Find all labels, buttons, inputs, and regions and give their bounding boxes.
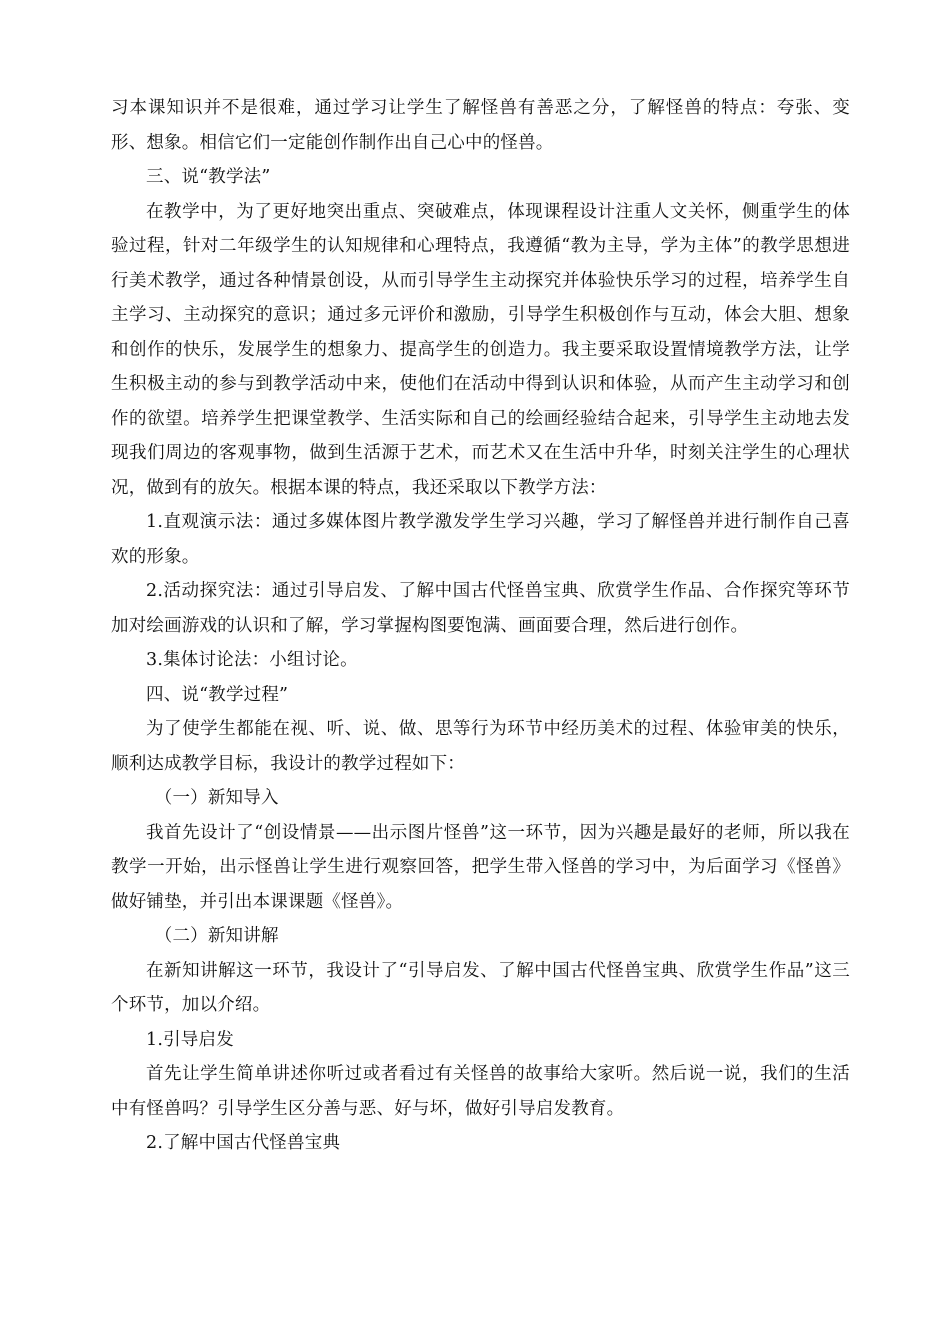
subheading-new-knowledge-intro: （一）新知导入 xyxy=(154,788,279,808)
method-item-2: 2.活动探究法：通过引导启发、了解中国古代怪兽宝典、欣赏学生作品、合作探究等环节加对绘画游戏的认识和了解，学习掌握构图要饱满、画面要合理，然后进行创作。 xyxy=(111,581,850,636)
paragraph-new-knowledge-intro: 我首先设计了“创设情景——出示图片怪兽”这一环节，因为兴趣是最好的老师，所以我在教学一开始，出示怪兽让学生进行观察回答，把学生带入怪兽的学习中，为后面学习《怪兽》做好铺垫，并引出本课课题《怪兽》。 xyxy=(111,822,850,912)
paragraph-new-knowledge-explain: 在新知讲解这一环节，我设计了“引导启发、了解中国古代怪兽宝典、欣赏学生作品”这三个环节，加以介绍。 xyxy=(111,960,850,1015)
method-item-1: 1.直观演示法：通过多媒体图片教学激发学生学习兴趣，学习了解怪兽并进行制作自己喜欢的形象。 xyxy=(111,512,850,567)
method-item-3: 3.集体讨论法：小组讨论。 xyxy=(146,650,358,670)
section-heading-teaching-process: 四、说“教学过程” xyxy=(146,684,289,705)
continued-paragraph: 习本课知识并不是很难，通过学习让学生了解怪兽有善恶之分，了解怪兽的特点：夸张、变形、想象。相信它们一定能创作制作出自己心中的怪兽。 xyxy=(111,98,850,153)
item-heading-guidance: 1.引导启发 xyxy=(146,1029,234,1050)
paragraph-guidance: 首先让学生简单讲述你听过或者看过有关怪兽的故事给大家听。然后说一说，我们的生活中有怪兽吗？引导学生区分善与恶、好与坏，做好引导启发教育。 xyxy=(111,1064,850,1119)
subheading-new-knowledge-explain: （二）新知讲解 xyxy=(154,926,279,946)
paragraph-teaching-method: 在教学中，为了更好地突出重点、突破难点，体现课程设计注重人文关怀，侧重学生的体验过程，针对二年级学生的认知规律和心理特点，我遵循“教为主导，学为主体”的教学思想进行美术教学，通过各种情景创设，从而引导学生主动探究并体验快乐学习的过程，培养学生自主学习、主动探究的意识；通过多元评价和激励，引导学生积极创作与互动，体会大胆、想象和创作的快乐，发展学生的想象力、提高学生的创造力。我主要采取设置情境教学方法，让学生积极主动的参与到教学活动中来，使他们在活动中得到认识和体验，从而产生主动学习和创作的欲望。培养学生把课堂教学、生活实际和自己的绘画经验结合起来，引导学生主动地去发现我们周边的客观事物，做到生活源于艺术，而艺术又在生活中升华，时刻关注学生的心理状况，做到有的放矢。根据本课的特点，我还采取以下教学方法： xyxy=(111,201,850,498)
document-page xyxy=(111,91,850,1161)
paragraph-process-intro: 为了使学生都能在视、听、说、做、思等行为环节中经历美术的过程、体验审美的快乐，顺利达成教学目标，我设计的教学过程如下： xyxy=(111,719,850,774)
section-heading-teaching-method: 三、说“教学法” xyxy=(146,167,271,187)
item-heading-ancient-monsters: 2.了解中国古代怪兽宝典 xyxy=(146,1133,341,1153)
